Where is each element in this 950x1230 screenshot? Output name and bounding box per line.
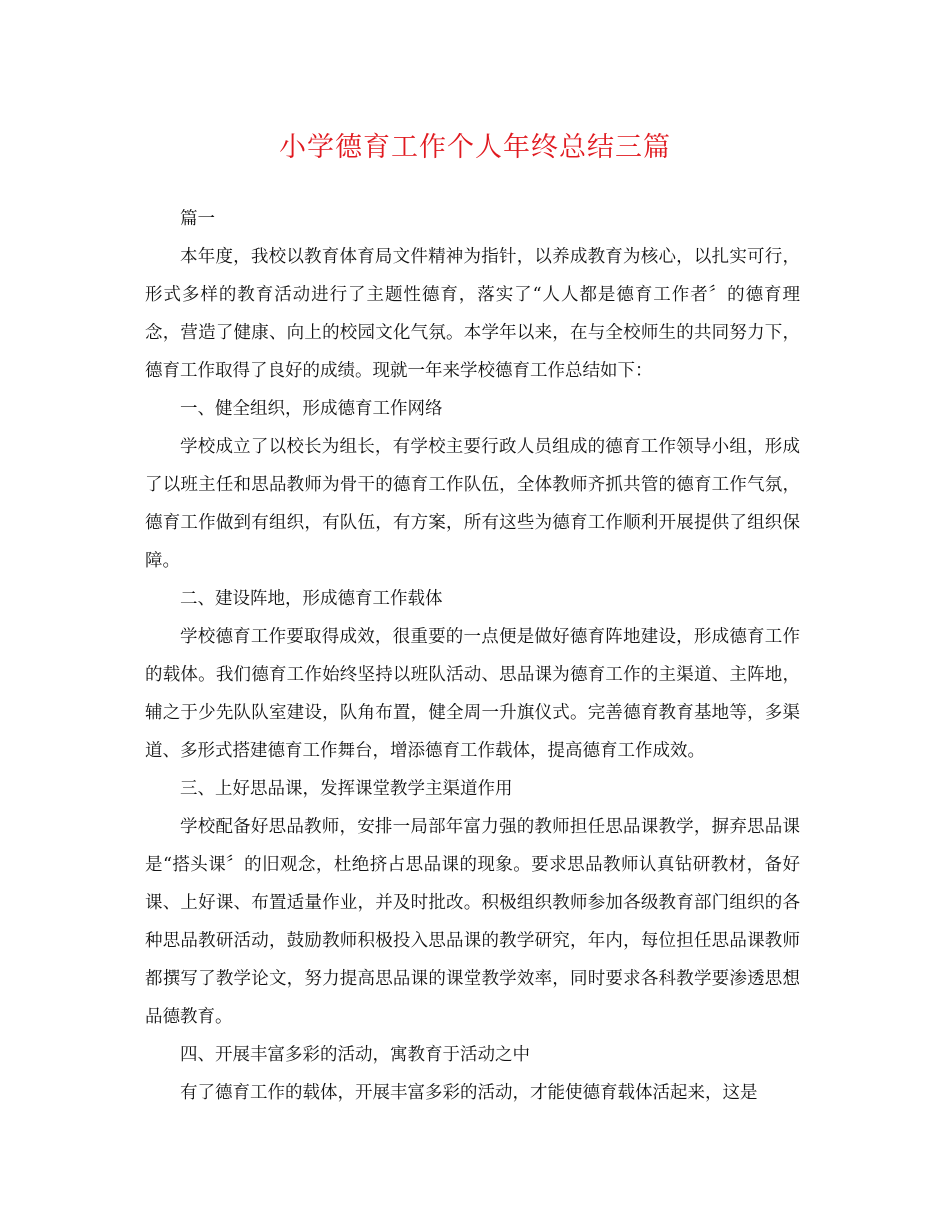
body-paragraph: 有了德育工作的载体，开展丰富多彩的活动，才能使德育载体活起来，这是 <box>180 1083 758 1103</box>
body-paragraph: 本年度，我校以教育体育局文件精神为指针，以养成教育为核心，以扎实可行，形式多样的教育活动进行了主题性德育，落实了“人人都是德育工作者〞的德育理念，营造了健康、向上的校园文化气氛。本学年以来，在与全校师生的共同努力下，德育工作取得了良好的成绩。现就一年来学校德育工作总结如下： <box>145 247 800 381</box>
document-body <box>145 200 800 1112</box>
document-title: 小学德育工作个人年终总结三篇 <box>279 132 671 163</box>
section-heading: 四、开展丰富多彩的活动，寓教育于活动之中 <box>180 1045 530 1065</box>
body-paragraph: 学校成立了以校长为组长，有学校主要行政人员组成的德育工作领导小组，形成了以班主任和思品教师为骨干的德育工作队伍，全体教师齐抓共管的德育工作气氛，德育工作做到有组织，有队伍，有方案，所有这些为德育工作顺利开展提供了组织保障。 <box>145 437 800 571</box>
body-paragraph: 学校配备好思品教师，安排一局部年富力强的教师担任思品课教学，摒弃思品课是“搭头课〞的旧观念，杜绝挤占思品课的现象。要求思品教师认真钻研教材，备好课、上好课、布置适量作业，并及时批改。积极组织教师参加各级教育部门组织的各种思品教研活动，鼓励教师积极投入思品课的教学研究，年内，每位担任思品课教师都撰写了教学论文，努力提高思品课的课堂教学效率，同时要求各科教学要渗透思想品德教育。 <box>145 817 800 1027</box>
section-label: 篇一 <box>180 209 215 229</box>
section-heading: 二、建设阵地，形成德育工作载体 <box>180 589 443 609</box>
section-heading: 三、上好思品课，发挥课堂教学主渠道作用 <box>180 779 513 799</box>
section-heading: 一、健全组织，形成德育工作网络 <box>180 399 443 419</box>
body-paragraph: 学校德育工作要取得成效，很重要的一点便是做好德育阵地建设，形成德育工作的载体。我们德育工作始终坚持以班队活动、思品课为德育工作的主渠道、主阵地，辅之于少先队队室建设，队角布置，健全周一升旗仪式。完善德育教育基地等，多渠道、多形式搭建德育工作舞台，增添德育工作载体，提高德育工作成效。 <box>145 627 800 761</box>
